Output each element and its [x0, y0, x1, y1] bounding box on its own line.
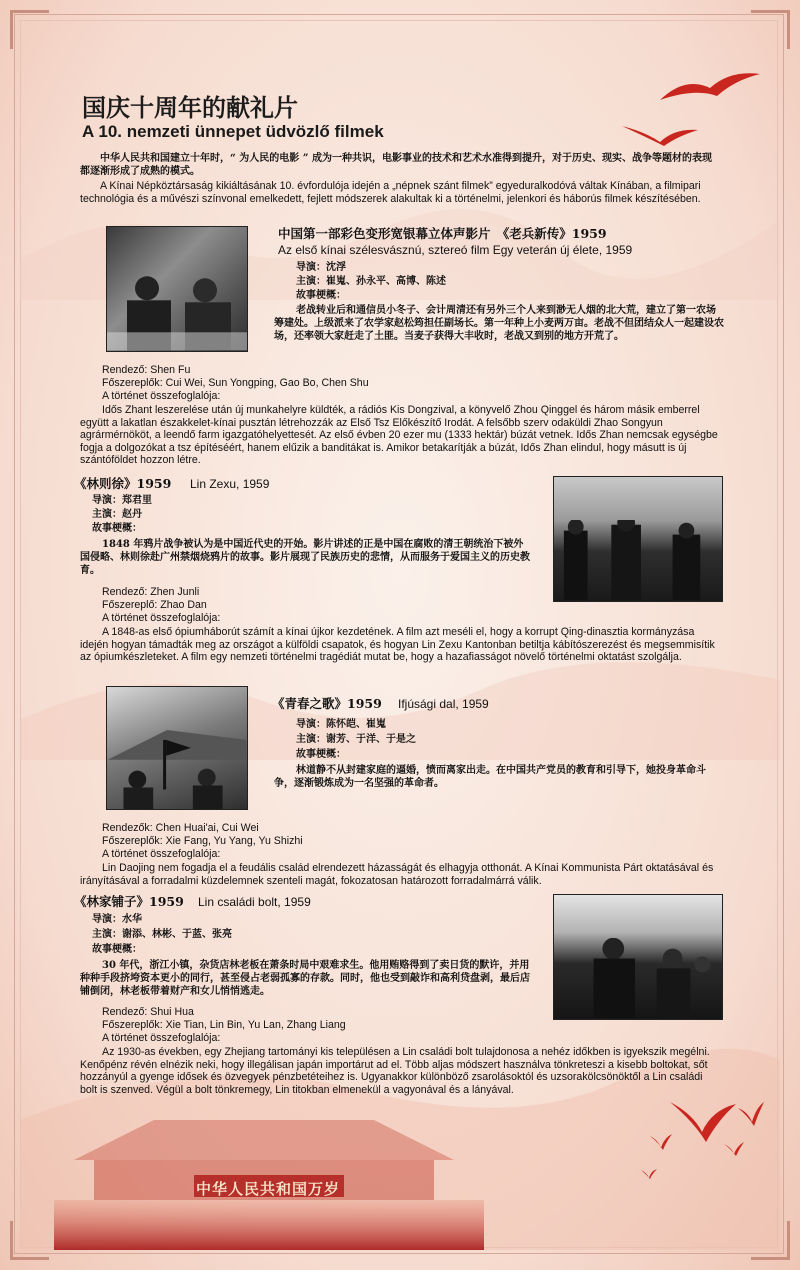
- flying-bird-icon: [640, 1166, 658, 1180]
- page-subtitle: A 10. nemzeti ünnepet üdvözlő filmek: [82, 122, 384, 141]
- film-synopsis-label-cn: 故事梗概：: [296, 290, 346, 301]
- film-director-hu: Rendezők: Chen Huai'ai, Cui Wei: [102, 822, 259, 834]
- film-still-lin-family-shop: [553, 894, 723, 1020]
- film-still-old-soldier: [106, 226, 248, 352]
- film-cast-cn: 主演：谢添、林彬、于蓝、张亮: [92, 929, 232, 940]
- film-cast-hu: Főszereplők: Xie Fang, Yu Yang, Yu Shizhi: [102, 835, 303, 847]
- film-synopsis-label-cn: 故事梗概：: [92, 523, 142, 534]
- film-cast-cn: 主演：谢芳、于洋、于是之: [296, 734, 416, 745]
- film-synopsis-hu: A 1848-as első ópiumháborút számít a kínai újkor kezdetének. A film azt meséli el, hogy a korrupt Qing-dinasztia kormányzása idején hogyan támadták meg az országot a külföldi csapatok, és hogyan Lin Zexu Kantonban betiltja kábítószerezést és megsemmisítik az ópiumkészleteket. A film egy nemzeti történelmi tragédiát mutat be, hogy a hazafiasságot növelő történelmi oktatást szolgálja.: [80, 626, 715, 664]
- film-heading-cn: 《林则徐》1959: [74, 476, 172, 491]
- film-heading-cn: 《林家铺子》1959: [74, 894, 184, 909]
- film-synopsis-label-hu: A történet összefoglalója:: [102, 612, 221, 624]
- film-synopsis-hu: Idős Zhant leszerelése után új munkahelyre küldték, a rádiós Kis Dongzival, a könyvelő Zhou Qinggel és három másik emberrel együtt a lakatlan északkelet-kínai pusztán létrehozzák az Első Tsz Előkészítő Irodát. A felsőbb szerv odaküldi Zhao Songyun agrármérnököt, a leendő farm igazgatóhelyettesét. Az első évben 20 ezer mu (1333 hektár) búzát vetnek. Idős Zhan nemcsak egységbe fogja a dolgozókat a tsz építéséért, hanem elűzik a banditákat is. Amikor betakarítják a búzát, Idős Zhan elindul, hogy másutt is új szántóföldet hozzon létre.: [80, 404, 718, 467]
- flying-bird-icon: [655, 66, 765, 106]
- corner-ornament: [10, 10, 49, 49]
- film-heading-cn: 中国第一部彩色变形宽银幕立体声影片 《老兵新传》1959: [278, 226, 607, 241]
- film-synopsis-label-hu: A történet összefoglalója:: [102, 848, 221, 860]
- film-still-song-of-youth: [106, 686, 248, 810]
- film-heading-hu: Lin Zexu, 1959: [190, 477, 270, 491]
- intro-text-cn: 中华人民共和国建立十年时，“ 为人民的电影 ” 成为一种共识，电影事业的技术和艺术水准得到提升，对于历史、现实、战争等题材的表现都逐渐形成了成熟的模式。: [80, 153, 712, 177]
- film-director-cn: 导演：陈怀皑、崔嵬: [296, 719, 386, 730]
- flying-bird-icon: [648, 1130, 674, 1152]
- film-director-hu: Rendező: Shen Fu: [102, 364, 191, 376]
- film-heading-hu: Lin családi bolt, 1959: [198, 895, 311, 909]
- flying-bird-icon: [736, 1098, 766, 1128]
- film-synopsis-label-hu: A történet összefoglalója:: [102, 1032, 221, 1044]
- corner-ornament: [751, 1221, 790, 1260]
- film-director-cn: 导演：水华: [92, 914, 142, 925]
- film-director-hu: Rendező: Shui Hua: [102, 1006, 194, 1018]
- corner-ornament: [751, 10, 790, 49]
- film-still-lin-zexu: [553, 476, 723, 602]
- film-synopsis-label-hu: A történet összefoglalója:: [102, 390, 221, 402]
- film-synopsis-hu: Lin Daojing nem fogadja el a feudális család elrendezett házasságát és elhagyja otthonát. A Kínai Kommunista Párt oktatásával és irányításával a forradalmi küzdelemnek szenteli magát, fokozatosan határozott forradalmárrá válik.: [80, 862, 714, 887]
- film-synopsis-cn: 1848 年鸦片战争被认为是中国近代史的开始。影片讲述的正是中国在腐败的清王朝统治下被外国侵略、林则徐赴广州禁烟烧鸦片的故事。影片展现了民族历史的悲情，从而服务于爱国主义的历史教育。: [80, 539, 530, 576]
- page-title: 国庆十周年的献礼片: [82, 93, 298, 122]
- film-cast-cn: 主演：赵丹: [92, 509, 142, 520]
- film-cast-hu: Főszereplők: Cui Wei, Sun Yongping, Gao Bo, Chen Shu: [102, 377, 369, 389]
- film-cast-cn: 主演：崔嵬、孙永平、高博、陈述: [296, 276, 446, 287]
- film-heading-cn: 《青春之歌》1959: [272, 696, 382, 711]
- film-synopsis-cn: 30 年代，浙江小镇，杂货店林老板在萧条时局中艰难求生。他用贿赂得到了卖日货的默许，并用种种手段挤垮资本更小的同行，甚至侵占老弱孤寡的存款。同时，他也受到敲诈和高利贷盘剥，最后店铺倒闭，林老板带着财产和女儿悄悄逃走。: [80, 960, 530, 997]
- film-synopsis-hu: Az 1930-as években, egy Zhejiang tartományi kis településen a Lin családi bolt tulajdonosa a nehéz időkben is igyekszik megélni. Kenőpénz révén elnézik neki, hogy illegálisan japán importárut ad el. Több aljas módszert használva tönkreteszi a kisebb boltokat, sőt hozzányúl a gyenge idősek és özvegyek pénzbetéteihez is. Ugyanakkor különböző zsarolásoktól és uzsorakölcsönöktől a Lin családi bolt is szenved. Végül a bolt tönkremegy, Lin titokban elmenekül a vagyonával és a lányával.: [80, 1046, 710, 1096]
- film-synopsis-cn: 老战转业后和通信员小冬子、会计周清还有另外三个人来到渺无人烟的北大荒，建立了第一农场筹建处。上级派来了农学家赵松筠担任副场长。第一年种上小麦两万亩。老战不但团结众人一起建设农场，还率领大家赶走了土匪。当麦子获得大丰收时，老战又到别的地方开荒了。: [274, 305, 724, 342]
- gate-slogan: 中华人民共和国万岁: [196, 1180, 341, 1198]
- intro-text-hu: A Kínai Népköztársaság kikiáltásának 10. évfordulója idején a „népnek szánt filmek” egyeduralkodóvá váltak Kínában, a filmipari technológia és a művészi színvonal emelkedett, fejlett módszerek alakultak ki a történelmi, jelenkori és háborús filmek készítésében.: [80, 180, 701, 205]
- film-heading-hu: Ifjúsági dal, 1959: [398, 697, 489, 711]
- film-synopsis-label-cn: 故事梗概：: [296, 749, 346, 760]
- film-synopsis-cn: 林道静不从封建家庭的逼婚，愤而离家出走。在中国共产党员的教育和引导下，她投身革命斗争，逐渐锻炼成为一名坚强的革命者。: [274, 765, 706, 789]
- film-cast-hu: Főszereplők: Xie Tian, Lin Bin, Yu Lan, Zhang Liang: [102, 1019, 346, 1031]
- tiananmen-gate-illustration: [44, 1100, 484, 1250]
- film-director-hu: Rendező: Zhen Junli: [102, 586, 200, 598]
- film-heading-hu: Az első kínai szélesvásznú, sztereó film Egy veterán új élete, 1959: [278, 243, 633, 257]
- flying-bird-icon: [722, 1138, 746, 1158]
- film-director-cn: 导演：郑君里: [92, 495, 152, 506]
- film-synopsis-label-cn: 故事梗概：: [92, 944, 142, 955]
- flying-bird-icon: [620, 118, 700, 148]
- film-director-cn: 导演：沈浮: [296, 262, 346, 273]
- film-cast-hu: Főszereplő: Zhao Dan: [102, 599, 207, 611]
